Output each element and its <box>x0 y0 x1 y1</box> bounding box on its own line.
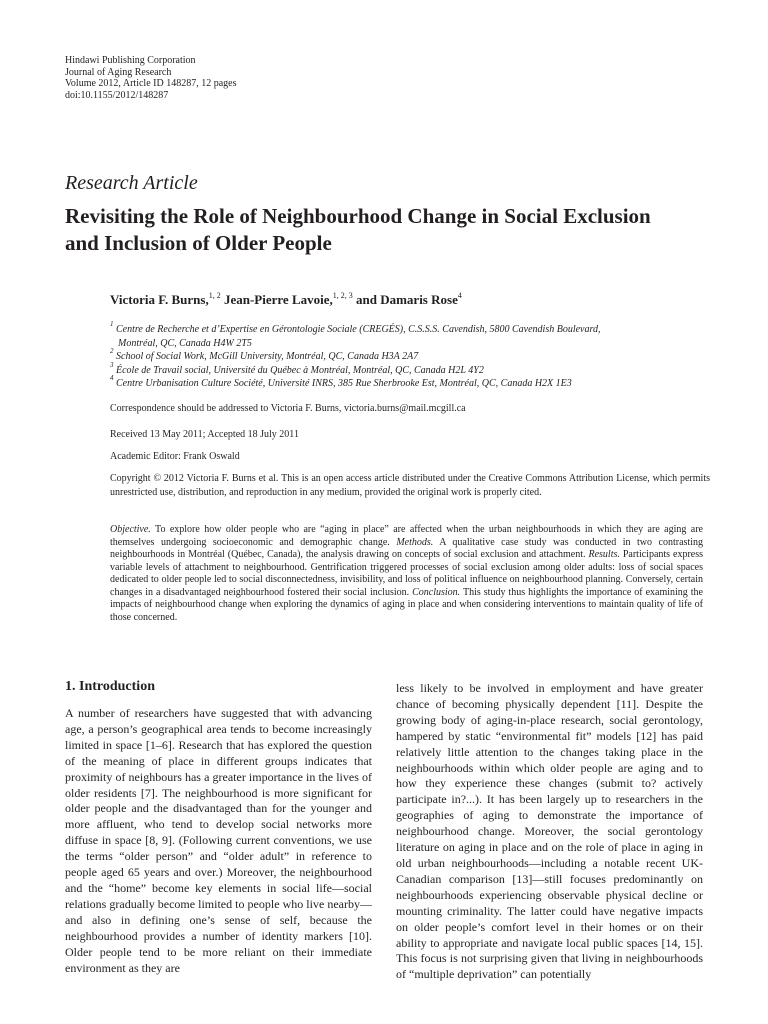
abstract-methods: A qualitative case study was conducted in two contrasting neighbourhoods in Montréal (Québec, Canada), the analysis drawing on concepts of social exclusion and attachment. <box>110 536 703 560</box>
affiliation-text: School of Social Work, McGill University, Montréal, QC, Canada H3A 2A7 <box>116 351 419 362</box>
abstract <box>110 524 703 624</box>
affiliation-number: 4 <box>110 374 114 382</box>
section-heading: 1. Introduction <box>65 679 155 694</box>
title-line-2: and Inclusion of Older People <box>65 231 332 255</box>
affiliation-text-cont: Montréal, QC, Canada H4W 2T5 <box>118 337 252 349</box>
correspondence-label: Correspondence should be addressed to Victoria F. Burns, <box>110 403 342 414</box>
author-affil-ref: 4 <box>457 291 462 300</box>
author-name: and Damaris Rose <box>356 292 458 307</box>
received-dates: Received 13 May 2011; Accepted 18 July 2011 <box>110 429 299 440</box>
doi[interactable]: doi:10.1155/2012/148287 <box>65 89 169 101</box>
abstract-results: Participants express variable levels of attachment to neighbourhood. Gentrification triggered processes of social exclusion among older adults: loss of social spaces dedicated to older people led to social disconnectedness, invisibility, and loss of political influence on neighbourhood planning. Conversely, certain changes in a disadvantaged neighbourhood fostered their social inclusion. <box>110 549 704 598</box>
correspondence <box>110 402 710 416</box>
article-type: Research Article <box>65 172 198 194</box>
title-line-1: Revisiting the Role of Neighbourhood Change in Social Exclusion <box>65 204 651 228</box>
academic-editor: Academic Editor: Frank Oswald <box>110 451 240 462</box>
abstract-conclusion-label: Conclusion. <box>412 586 461 598</box>
affiliation-1 <box>110 320 710 350</box>
author-name: Victoria F. Burns, <box>110 292 209 307</box>
abstract-objective-label: Objective. <box>110 524 151 535</box>
affiliation-number: 1 <box>110 320 114 328</box>
author-list <box>110 292 462 308</box>
body-column-right: less likely to be involved in employment and have greater chance of becoming physically dependent [11]. Despite the growing body of aging-in-place research, social gerontology, hampered by static “environmental fit” models [12] has paid relatively little attention to the changes taking place in the neighbourhoods within which older people are aging and to how they experience these changes (submit to? actively participate in?...). It has been largely up to researchers in the geographies of aging to demonstrate the importance of neighbourhood change. Moreover, the social gerontology literature on aging in place and on the role of place in aging in old urban neighbourhoods—including a notable recent UK-Canadian comparison [13]—still focuses predominantly on neighbourhoods experiencing observable physical decline or mounting criminality. The latter could have negative impacts on older people’s comfort level in their homes or on their ability to appropriate and navigate local public spaces [14, 15]. This focus is not surprising given that living in neighbourhoods of “multiple deprivation” can potentially <box>396 681 703 982</box>
volume-info: Volume 2012, Article ID 148287, 12 pages <box>65 78 237 89</box>
publisher: Hindawi Publishing Corporation <box>65 55 196 66</box>
abstract-methods-label: Methods. <box>396 536 434 548</box>
correspondence-email-link[interactable]: victoria.burns@mail.mcgill.ca <box>343 403 466 414</box>
body-column-left: A number of researchers have suggested that with advancing age, a person’s geographical area tends to become increasingly limited in space [1–6]. Research that has explored the question of the meaning of place in different groups indicates that proximity of neighbours has a greater importance in the lives of older residents [7]. The neighbourhood is more significant for older people and the disadvantaged than for the younger and more affluent, who tend to develop social networks more diffuse in space [8, 9]. (Following current conventions, we use the terms “older person” and “older adult” in reference to people aged 65 years and over.) Moreover, the neighbourhood and the “home” become key elements in social life—social relations gradually become limited to people who live nearby—and also in defining one’s sense of self, because the neighbourhood provides a number of identity markers [10]. Older people tend to be more reliant on their immediate environment as they are <box>65 706 372 975</box>
affiliation-text: Centre de Recherche et d’Expertise en Gérontologie Sociale (CREGÉS), C.S.S.S. Cavendish, 5800 Cavendish Boulevard, <box>116 324 601 335</box>
affiliations <box>110 320 710 391</box>
journal-header <box>65 55 236 101</box>
abstract-conclusion: This study thus highlights the importance of examining the impacts of neighbourhood change when exploring the dynamics of aging in place and when considering interventions to maintain quality of life of those concerned. <box>110 586 703 623</box>
copyright-notice: Copyright © 2012 Victoria F. Burns et al. This is an open access article distributed under the Creative Commons Attribution License, which permits unrestricted use, distribution, and reproduction in any medium, provided the original work is properly cited. <box>110 473 710 498</box>
abstract-objective: To explore how older people who are “aging in place” are affected when the urban neighbourhoods in which they are aging are themselves undergoing socioeconomic and demographic change. <box>110 524 703 548</box>
author-affil-ref: 1, 2 <box>208 291 221 300</box>
affiliation-text: École de Travail social, Université du Québec à Montréal, Montréal, QC, Canada H2L 4Y2 <box>116 364 484 376</box>
author-affil-ref: 1, 2, 3 <box>332 291 353 300</box>
journal-name: Journal of Aging Research <box>65 66 172 78</box>
affiliation-text: Centre Urbanisation Culture Société, Université INRS, 385 Rue Sherbrooke Est, Montréal, QC, Canada H2X 1E3 <box>116 378 572 389</box>
affiliation-4 <box>110 374 710 391</box>
affiliation-number: 2 <box>110 347 114 355</box>
affiliation-3 <box>110 360 710 378</box>
affiliation-number: 3 <box>110 360 114 369</box>
affiliation-2 <box>110 347 710 364</box>
author-name: Jean-Pierre Lavoie, <box>223 292 333 307</box>
abstract-results-label: Results. <box>588 549 620 560</box>
article-title <box>65 203 715 257</box>
